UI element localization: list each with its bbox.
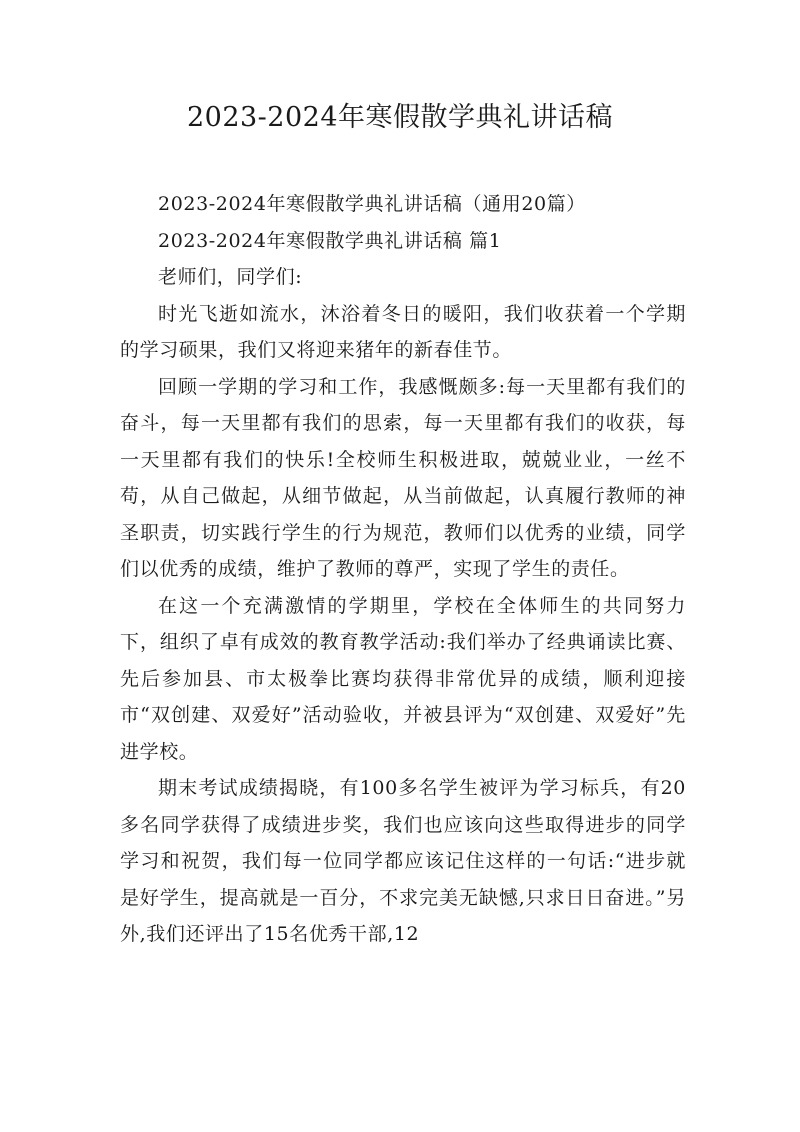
document-body: [120, 186, 686, 953]
paragraph-section-heading: 2023-2024年寒假散学典礼讲话稿 篇1: [158, 229, 502, 252]
paragraph-body: 时光飞逝如流水，沐浴着冬日的暖阳，我们收获着一个学期的学习硕果，我们又将迎来猪年的新春佳节。: [120, 302, 686, 361]
paragraph-body: 期末考试成绩揭晓，有100多名学生被评为学习标兵，有20多名同学获得了成绩进步奖，我们也应该向这些取得进步的同学学习和祝贺，我们每一位同学都应该记住这样的一句话:“进步就是好学生，提高就是一百分，不求完美无缺憾,只求日日奋进。”另外,我们还评出了15名优秀干部,12: [120, 777, 686, 945]
paragraph-body: 在这一个充满激情的学期里，学校在全体师生的共同努力下，组织了卓有成效的教育教学活动:我们举办了经典诵读比赛、先后参加县、市太极拳比赛均获得非常优异的成绩，顺利迎接市“双创建、双爱好”活动验收，并被县评为“双创建、双爱好”先进学校。: [120, 594, 686, 763]
paragraph-subtitle: 2023-2024年寒假散学典礼讲话稿（通用20篇）: [158, 193, 586, 215]
paragraph-salutation: 老师们，同学们:: [158, 266, 303, 288]
paragraph-body: 回顾一学期的学习和工作，我感慨颇多:每一天里都有我们的奋斗，每一天里都有我们的思索，每一天里都有我们的收获，每一天里都有我们的快乐!全校师生积极进取，兢兢业业，一丝不苟，从自己做起，从细节做起，从当前做起，认真履行教师的神圣职责，切实践行学生的行为规范，教师们以优秀的业绩，同学们以优秀的成绩，维护了教师的尊严，实现了学生的责任。: [120, 375, 686, 580]
document-title: 2023-2024年寒假散学典礼讲话稿: [186, 102, 614, 133]
